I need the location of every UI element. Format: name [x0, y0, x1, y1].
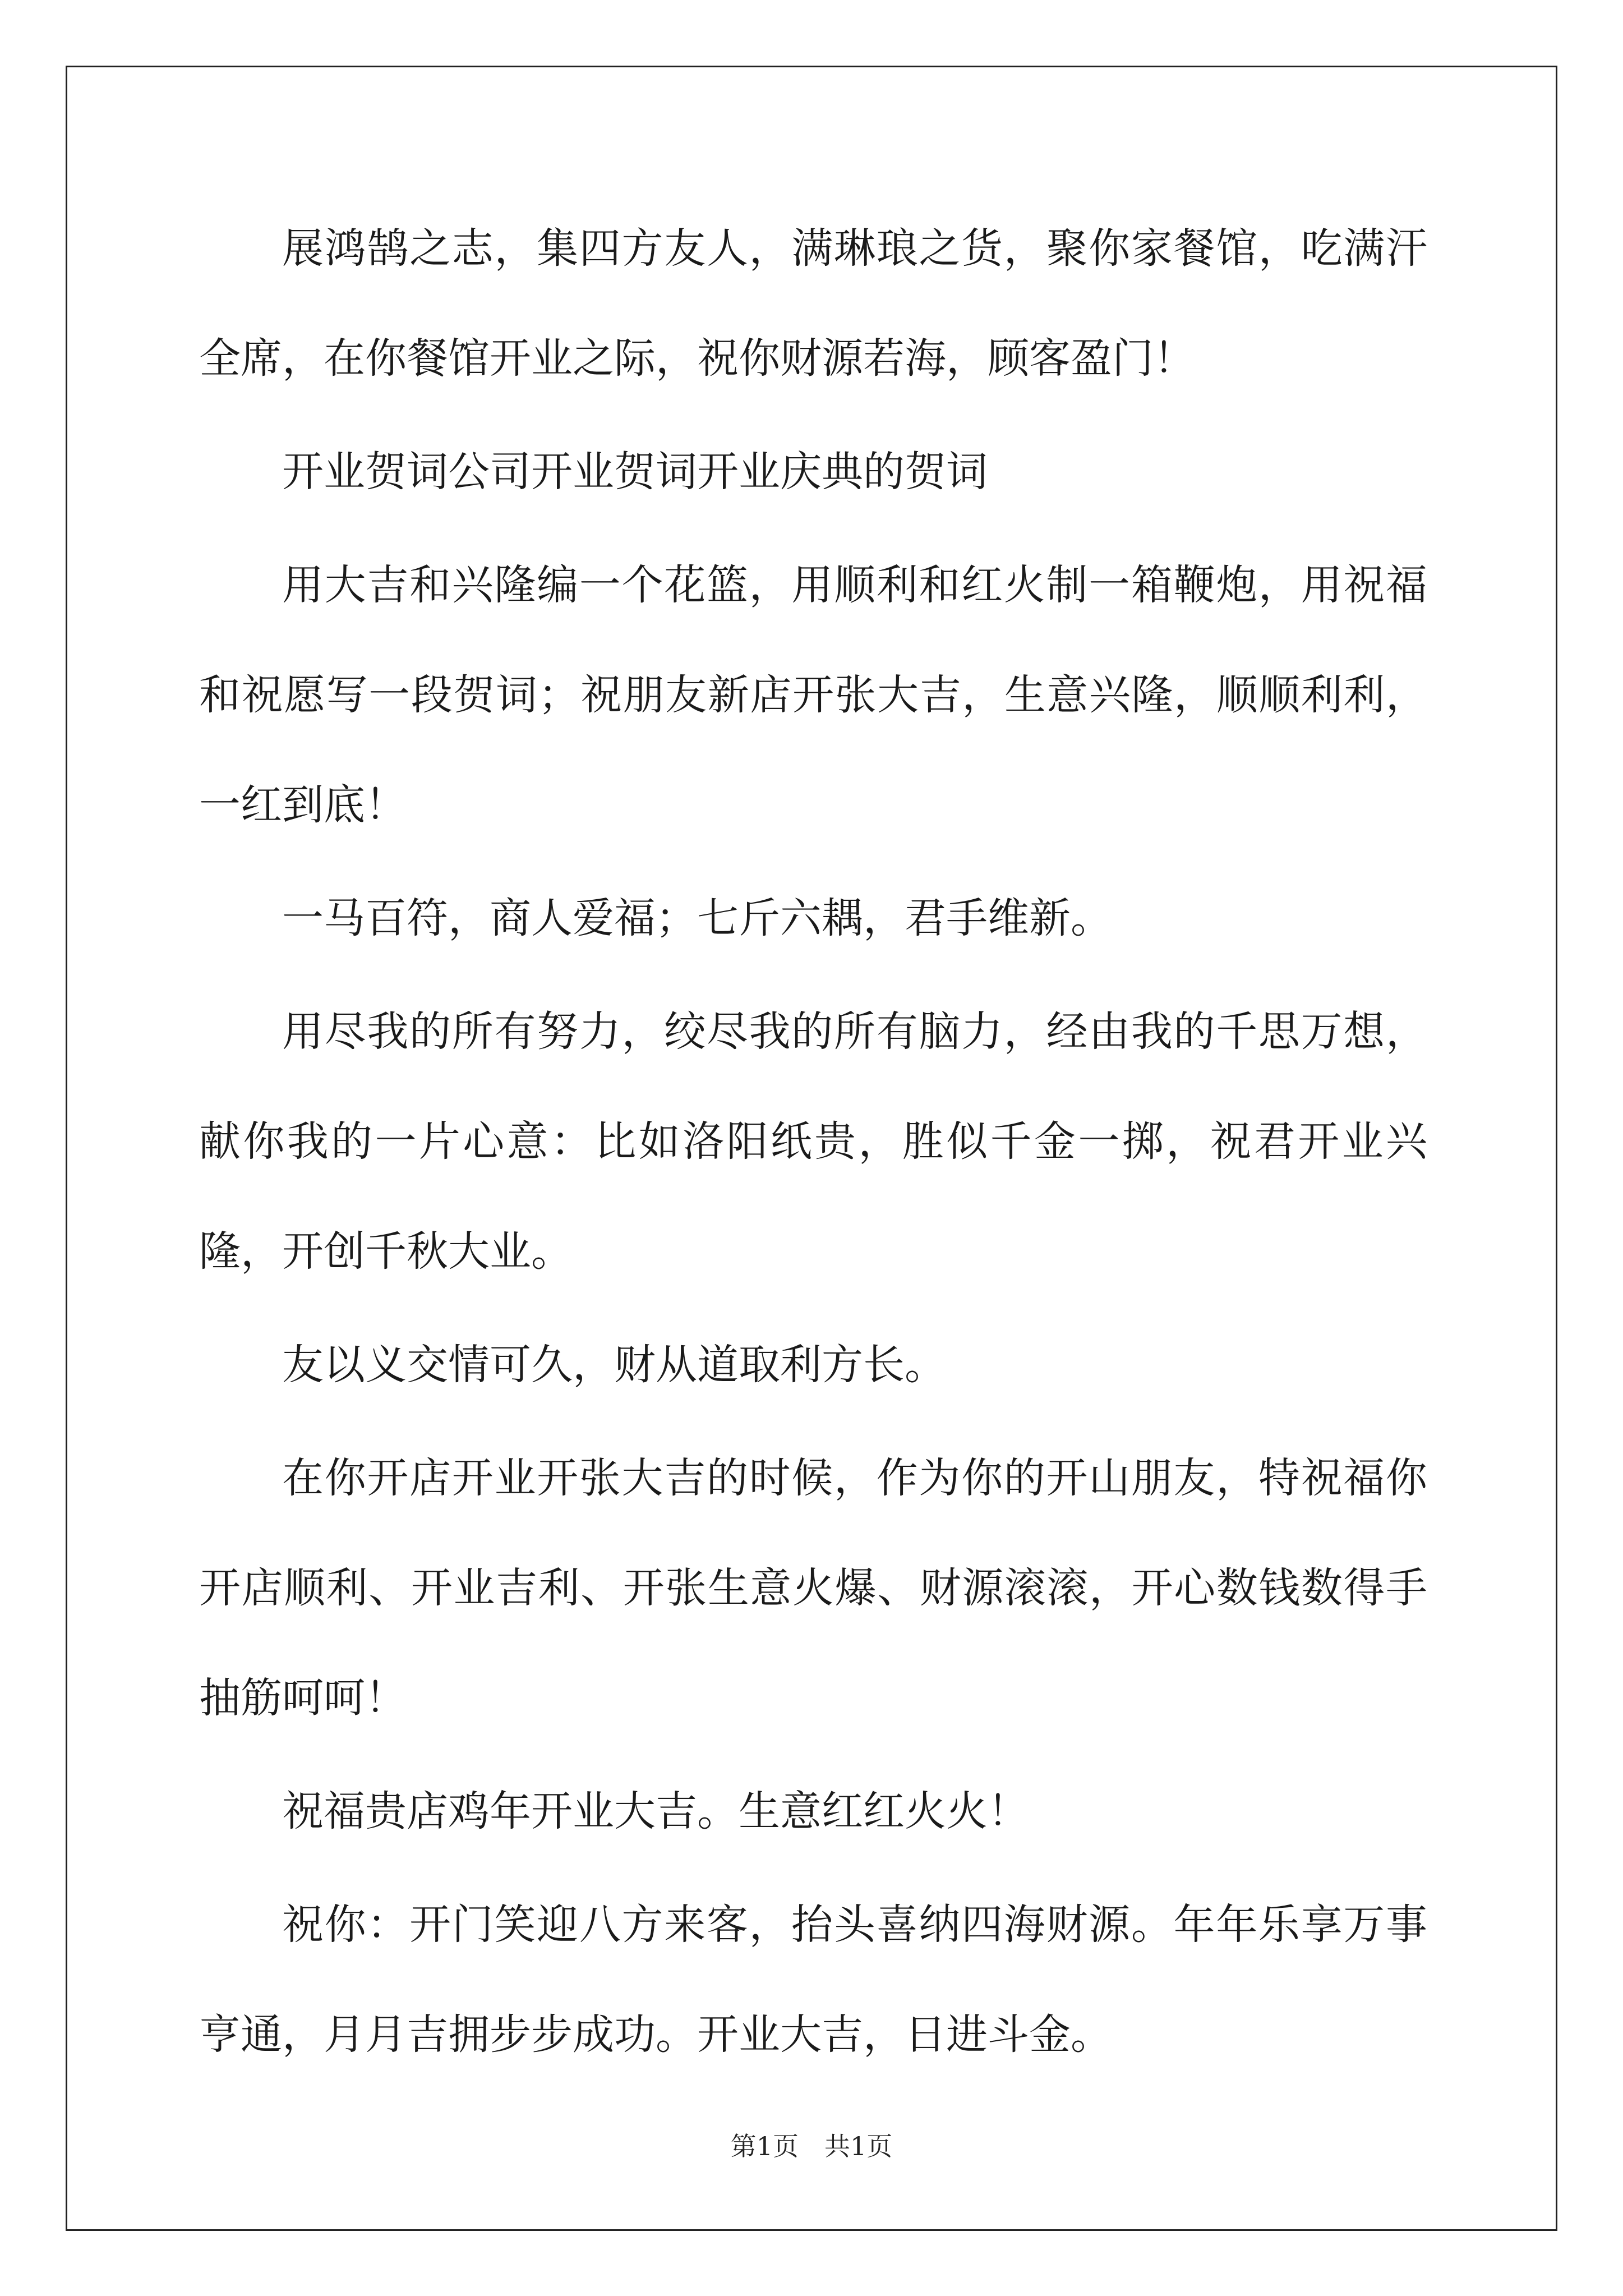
- page-number-footer: 第1页 共1页: [730, 2131, 893, 2161]
- paragraph-7: 在你开店开业开张大吉的时候，作为你的开山朋友，特祝福你开店顺利、开业吉利、开张生意火爆、财源滚滚，开心数钱数得手抽筋呵呵！: [199, 1454, 1427, 1722]
- document-body: [199, 194, 1427, 2093]
- paragraph-6: 友以义交情可久，财从道取利方长。: [282, 1341, 946, 1389]
- paragraph-2: 开业贺词公司开业贺词开业庆典的贺词: [282, 448, 988, 496]
- paragraph-9: 祝你：开门笑迎八方来客，抬头喜纳四海财源。年年乐享万事亨通，月月吉拥步步成功。开业大吉，日进斗金。: [199, 1901, 1427, 2059]
- paragraph-4: 一马百符，商人爱福；七斤六耦，君手维新。: [282, 894, 1112, 942]
- paragraph-1: 展鸿鹄之志，集四方友人，满琳琅之货，聚你家餐馆，吃满汗全席，在你餐馆开业之际，祝你财源若海，顾客盈门！: [199, 224, 1427, 383]
- paragraph-8: 祝福贵店鸡年开业大吉。生意红红火火！: [282, 1787, 1029, 1835]
- paragraph-5: 用尽我的所有努力，绞尽我的所有脑力，经由我的千思万想，献你我的一片心意：比如洛阳纸贵，胜似千金一掷，祝君开业兴隆，开创千秋大业。: [199, 1007, 1427, 1276]
- paragraph-3: 用大吉和兴隆编一个花篮，用顺利和红火制一箱鞭炮，用祝福和祝愿写一段贺词；祝朋友新店开张大吉，生意兴隆，顺顺利利，一红到底！: [199, 561, 1427, 829]
